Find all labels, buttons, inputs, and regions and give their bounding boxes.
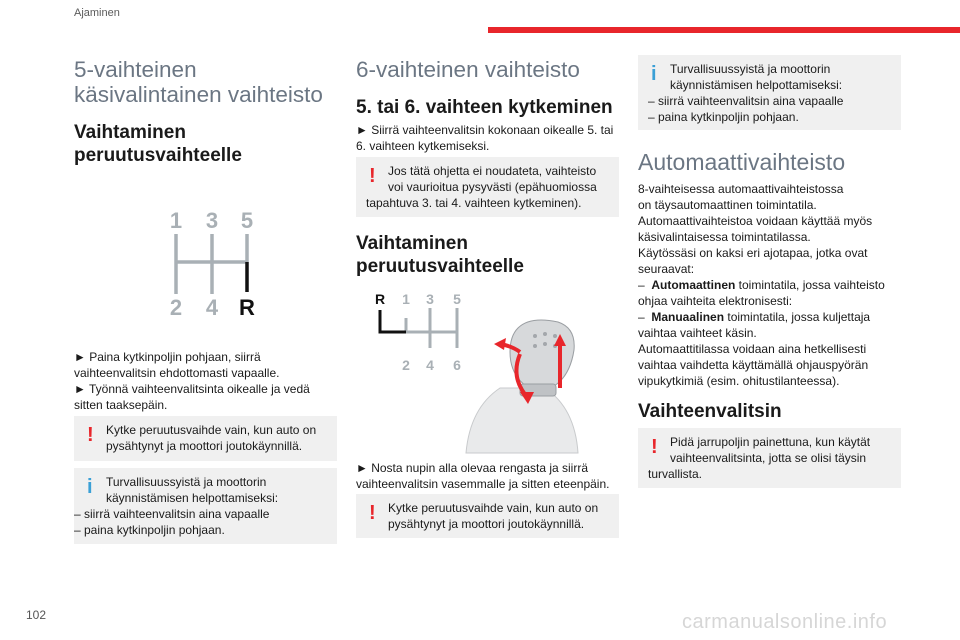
instruction-step [356, 460, 609, 492]
gear-label: 2 [169, 295, 183, 320]
para-line: käsivalintaisessa toimintatilassa. [638, 230, 811, 244]
section-title-6-speed: 6-vaihteinen vaihteisto [356, 57, 580, 82]
warning-box [356, 494, 619, 538]
warning-icon: ! [369, 165, 376, 187]
info-icon: i [87, 476, 93, 498]
para-line: Automaattitilassa voidaan aina hetkellisesti [638, 342, 867, 356]
page-number: 102 [26, 608, 47, 622]
warning-line: Kytke peruutusvaihde vain, kun auto on [388, 501, 599, 515]
info-box [74, 468, 337, 544]
step-line: ► Työnnä vaihteenvalitsinta oikealle ja vedä [74, 382, 310, 396]
warning-box [356, 157, 619, 217]
header-accent-bar [488, 27, 960, 33]
gear-label: 1 [402, 291, 410, 307]
warning-line: Kytke peruutusvaihde vain, kun auto on [106, 423, 317, 437]
info-box [638, 55, 901, 130]
step-line: ► Siirrä vaihteenvalitsin kokonaan oikealle 5. tai [356, 123, 614, 137]
heading-gear-selector: Vaihteenvalitsin [638, 401, 782, 422]
section-title-5-speed [74, 57, 323, 107]
info-line: käynnistämisen helpottamiseksi: [670, 78, 843, 92]
info-line: – paina kytkinpoljin pohjaan. [648, 110, 799, 124]
heading-line: Vaihtaminen [356, 233, 468, 254]
gear-label: 4 [426, 357, 434, 373]
para-line: 8-vaihteisessa automaattivaihteistossa [638, 182, 844, 196]
gear-pattern-5-speed-diagram [150, 198, 280, 323]
gear-label-reverse: R [374, 291, 386, 307]
section-title-automatic: Automaattivaihteisto [638, 149, 846, 175]
gear-label: 2 [402, 357, 410, 373]
para-line: seuraavat: [638, 262, 695, 276]
info-line: – siirrä vaihteenvalitsin aina vapaalle [648, 94, 844, 108]
title-line: käsivalintainen vaihteisto [74, 82, 323, 107]
mode-desc: toimintatila, jossa vaihteisto [735, 278, 885, 292]
para-line: on täysautomaattinen toimintatila. [638, 198, 817, 212]
gear-label: 3 [426, 291, 434, 307]
gear-label: 6 [453, 357, 461, 373]
info-line: – siirrä vaihteenvalitsin aina vapaalle [74, 507, 270, 521]
running-header: Ajaminen [74, 7, 120, 19]
info-icon: i [651, 63, 657, 85]
mode-desc: toimintatila, jossa kuljettaja [724, 310, 871, 324]
warning-box [74, 416, 337, 461]
gear-label: 5 [453, 291, 461, 307]
instruction-step [356, 122, 613, 154]
warning-line: pysähtynyt ja moottori joutokäynnillä. [388, 517, 585, 531]
gear-label: 4 [205, 295, 219, 320]
mode-name-manual: Manuaalinen [651, 310, 725, 324]
info-line: Turvallisuussyistä ja moottorin [106, 475, 267, 489]
step-line: ► Paina kytkinpoljin pohjaan, siirrä [74, 350, 261, 364]
info-line: käynnistämisen helpottamiseksi: [106, 491, 279, 505]
gear-label-reverse: R [239, 295, 255, 320]
heading-line: Vaihtaminen [74, 122, 186, 143]
warning-icon: ! [87, 424, 94, 446]
para-line: Käytössäsi on kaksi eri ajotapaa, jotka ovat [638, 246, 868, 260]
para-line: vipukytkimiä (esim. ohitustilanteessa). [638, 374, 840, 388]
gear-label: 3 [205, 208, 219, 233]
warning-box [638, 428, 901, 488]
warning-line: pysähtynyt ja moottori joutokäynnillä. [106, 439, 303, 453]
instruction-steps [74, 349, 310, 413]
step-line: 6. vaihteen kytkemiseksi. [356, 139, 490, 153]
gear-label: 1 [169, 208, 183, 233]
step-line: sitten taaksepäin. [74, 398, 168, 412]
warning-icon: ! [369, 502, 376, 524]
warning-line: turvallista. [648, 467, 703, 481]
heading-line: peruutusvaihteelle [74, 145, 242, 166]
warning-line: voi vaurioitua pysyvästi (epähuomiossa [388, 180, 597, 194]
gear-pattern-6-speed-illustration [370, 288, 590, 458]
info-line: Turvallisuussyistä ja moottorin [670, 62, 831, 76]
automatic-description: 8-vaihteisessa automaattivaihteistossa on täysautomaattinen toimintatila. Automaattivaihteistoa voidaan käyttää myös käsivalintaisessa toimintatilassa. Käytössäsi on kaksi eri ajotapaa, jotka ovat seuraavat: – Automaattinen toimintatila, jossa vaihteisto ohjaa vaihteita elektronisesti: – Manuaalinen toimintatila, jossa kuljettaja vaihtaa vaihteet käsin. Automaattitilassa voidaan aina hetkellisesti vaihtaa vaihdetta käyttämällä ohjauspyörän vipukytkimiä (esim. ohitustilanteessa). [638, 182, 885, 388]
para-line: vaihtaa vaihdetta käyttämällä ohjauspyörän [638, 358, 869, 372]
step-line: ► Nosta nupin alla olevaa rengasta ja siirrä [356, 461, 589, 475]
warning-line: tapahtuva 3. tai 4. vaihteen kytkeminen). [366, 196, 582, 210]
warning-line: Pidä jarrupoljin painettuna, kun käytät [670, 435, 871, 449]
step-line: vaihteenvalitsin vasemmalle ja sitten eteenpäin. [356, 477, 610, 491]
warning-icon: ! [651, 436, 658, 458]
mode-name-automatic: Automaattinen [651, 278, 736, 292]
step-line: vaihteenvalitsin ehdottomasti vapaalle. [74, 366, 280, 380]
mode-desc: ohjaa vaihteita elektronisesti: [638, 294, 793, 308]
info-line: – paina kytkinpoljin pohjaan. [74, 523, 225, 537]
heading-line: peruutusvaihteelle [356, 256, 524, 277]
heading-reverse-gear [74, 121, 242, 167]
mode-desc: vaihtaa vaihteet käsin. [638, 326, 757, 340]
heading-5th-6th-gear: 5. tai 6. vaihteen kytkeminen [356, 97, 613, 118]
title-line: 5-vaihteinen [74, 57, 197, 82]
para-line: Automaattivaihteistoa voidaan käyttää myös [638, 214, 873, 228]
warning-line: Jos tätä ohjetta ei noudateta, vaihteisto [388, 164, 597, 178]
watermark: carmanualsonline.info [682, 611, 888, 633]
warning-line: vaihteenvalitsinta, jotta se olisi täysin [670, 451, 867, 465]
gear-label: 5 [240, 208, 254, 233]
heading-reverse-gear [356, 232, 524, 278]
